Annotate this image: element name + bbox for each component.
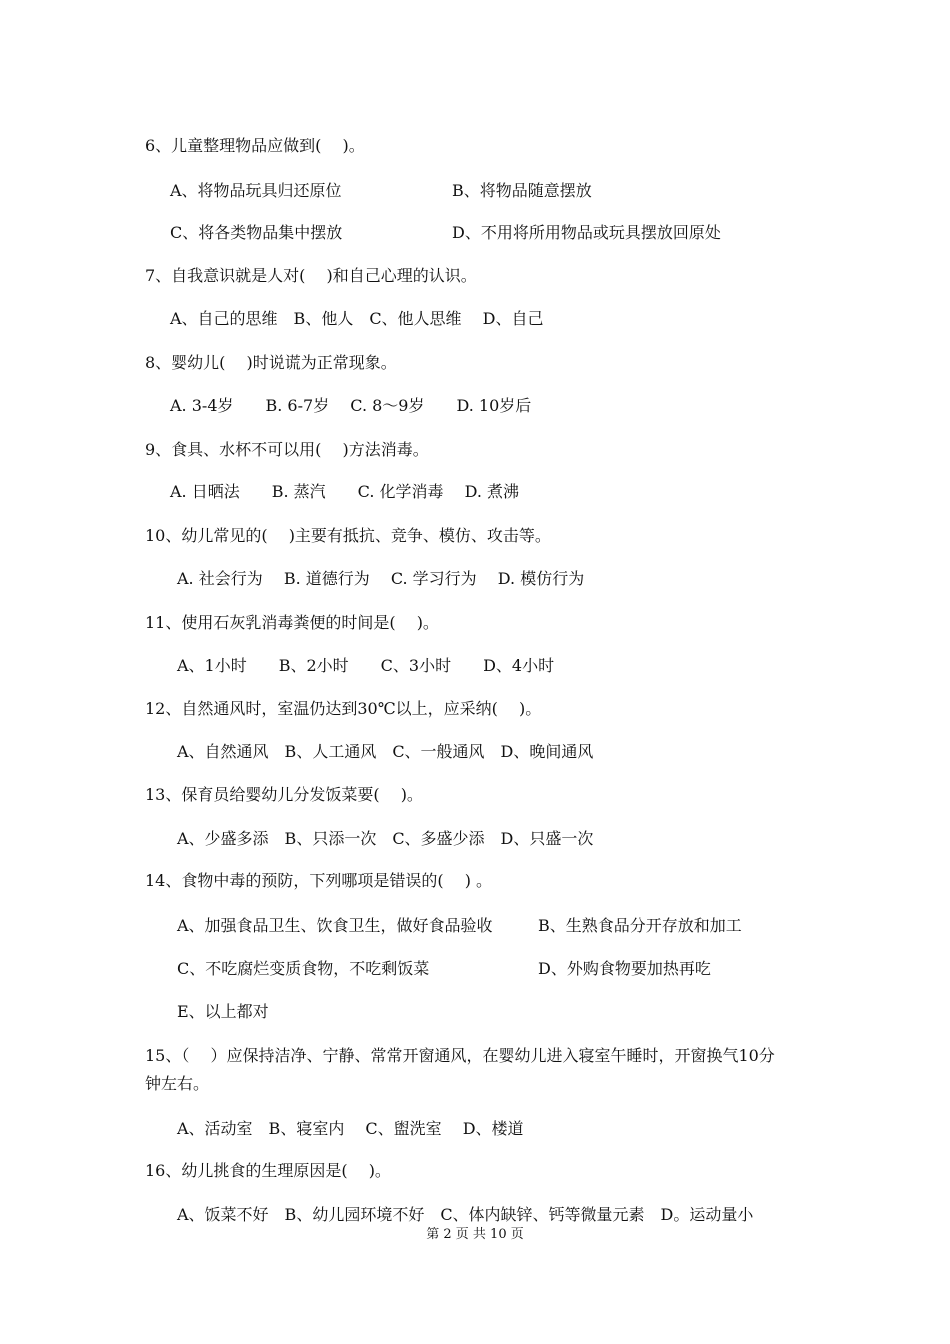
answer-option: A. 3-4岁 B. 6-7岁 C. 8～9岁 D. 10岁后 xyxy=(170,396,532,415)
answer-option: B、生熟食品分开存放和加工 xyxy=(538,916,742,935)
answer-option: A. 日晒法 B. 蒸汽 C. 化学消毒 D. 煮沸 xyxy=(170,482,520,501)
answer-option: C、将各类物品集中摆放 xyxy=(170,223,343,242)
answer-option: E、以上都对 xyxy=(177,1002,269,1021)
answer-option: A、饭菜不好 B、幼儿园环境不好 C、体内缺锌、钙等微量元素 D。运动量小 xyxy=(177,1205,754,1224)
answer-option: A、活动室 B、寝室内 C、盥洗室 D、楼道 xyxy=(177,1119,524,1138)
question-stem: 10、幼儿常见的( )主要有抵抗、竞争、模仿、攻击等。 xyxy=(145,526,551,545)
question-stem: 16、幼儿挑食的生理原因是( )。 xyxy=(145,1161,391,1180)
question-stem: 14、食物中毒的预防，下列哪项是错误的( ) 。 xyxy=(145,871,493,890)
question-stem: 13、保育员给婴幼儿分发饭菜要( )。 xyxy=(145,785,423,804)
answer-option: B、将物品随意摆放 xyxy=(452,181,592,200)
question-stem: 15、（ ）应保持洁净、宁静、常常开窗通风，在婴幼儿进入寝室午睡时，开窗换气10分 xyxy=(145,1046,775,1065)
page-footer: 第 2 页 共 10 页 xyxy=(426,1227,524,1242)
answer-option: C、不吃腐烂变质食物，不吃剩饭菜 xyxy=(177,959,430,978)
question-stem: 9、食具、水杯不可以用( )方法消毒。 xyxy=(145,440,429,459)
answer-option: A、加强食品卫生、饮食卫生，做好食品验收 xyxy=(177,916,493,935)
question-stem: 8、婴幼儿( )时说谎为正常现象。 xyxy=(145,353,397,372)
question-stem: 12、自然通风时，室温仍达到30℃以上，应采纳( )。 xyxy=(145,699,542,718)
question-stem: 6、儿童整理物品应做到( )。 xyxy=(145,136,365,155)
answer-option: A、1小时 B、2小时 C、3小时 D、4小时 xyxy=(177,656,555,675)
answer-option: A、将物品玩具归还原位 xyxy=(170,181,342,200)
answer-option: A、自然通风 B、人工通风 C、一般通风 D、晚间通风 xyxy=(177,742,594,761)
answer-option: A. 社会行为 B. 道德行为 C. 学习行为 D. 模仿行为 xyxy=(177,569,585,588)
answer-option: A、自己的思维 B、他人 C、他人思维 D、自己 xyxy=(170,309,544,328)
answer-option: D、外购食物要加热再吃 xyxy=(538,959,711,978)
answer-option: D、不用将所用物品或玩具摆放回原处 xyxy=(452,223,721,242)
question-stem: 钟左右。 xyxy=(145,1074,210,1093)
question-stem: 11、使用石灰乳消毒粪便的时间是( )。 xyxy=(145,613,439,632)
question-stem: 7、自我意识就是人对( )和自己心理的认识。 xyxy=(145,266,477,285)
answer-option: A、少盛多添 B、只添一次 C、多盛少添 D、只盛一次 xyxy=(177,829,594,848)
